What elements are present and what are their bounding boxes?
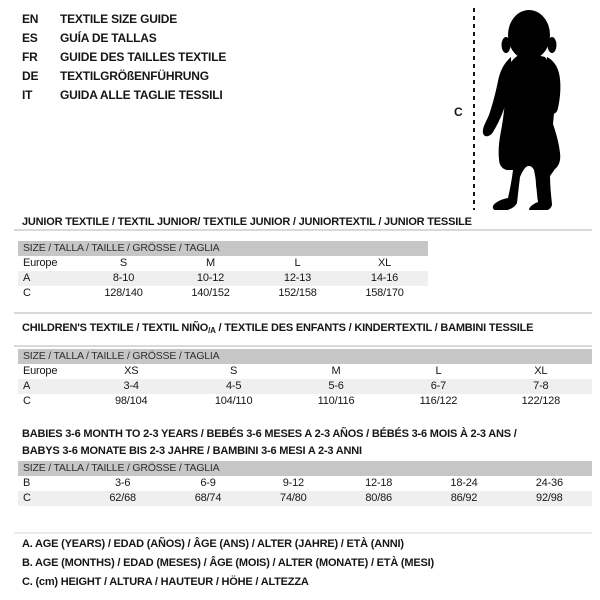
- table-cell: M: [206, 257, 215, 269]
- junior-size-table: [18, 241, 428, 301]
- divider-rule: [14, 345, 592, 347]
- language-row: [22, 48, 226, 67]
- children-table-title: [22, 320, 533, 339]
- table-cell: 158/170: [365, 287, 404, 299]
- language-row: [22, 10, 226, 29]
- table-cell: 104/110: [214, 395, 253, 407]
- row-label: C: [23, 395, 31, 407]
- row-label: A: [23, 380, 31, 392]
- divider-rule: [14, 532, 592, 534]
- table-body: [18, 476, 592, 506]
- table-cell: 24-36: [535, 477, 563, 489]
- table-cell: 18-24: [450, 477, 478, 489]
- language-title: GUIDA ALLE TAGLIE TESSILI: [60, 88, 223, 102]
- table-cell: 122/128: [521, 395, 561, 407]
- babies-title-line1: BABIES 3-6 MONTH TO 2-3 YEARS / BEBÉS 3-6 MESES A 2-3 AÑOS / BÉBÉS 3-6 MOIS À 2-3 ANS /: [22, 428, 517, 440]
- language-row: [22, 67, 226, 86]
- babies-title-line2: BABYS 3-6 MONATE BIS 2-3 JAHRE / BAMBINI 3-6 MESI A 2-3 ANNI: [22, 445, 362, 457]
- language-code: EN: [22, 12, 39, 26]
- table-cell: 3-6: [115, 477, 131, 489]
- table-cell: 6-9: [200, 477, 216, 489]
- table-cell: 110/116: [317, 395, 355, 407]
- table-cell: 3-4: [123, 380, 139, 392]
- table-cell: 140/152: [191, 287, 230, 299]
- table-cell: 92/98: [536, 492, 563, 504]
- footnote-a: A. AGE (YEARS) / EDAD (AÑOS) / ÂGE (ANS) / ALTER (JAHRE) / ETÀ (ANNI): [22, 538, 404, 550]
- row-label: C: [23, 492, 31, 504]
- table-body: [18, 364, 592, 409]
- table-body: [18, 256, 428, 301]
- table-cell: S: [230, 365, 238, 377]
- table-cell: 116/122: [419, 395, 458, 407]
- table-row: [18, 271, 428, 286]
- table-row: [18, 286, 428, 301]
- row-label: A: [23, 272, 31, 284]
- language-title: TEXTILGRÖßENFÜHRUNG: [60, 69, 209, 83]
- language-code: ES: [22, 31, 38, 45]
- table-cell: 80/86: [365, 492, 392, 504]
- table-cell: XL: [377, 257, 392, 269]
- table-cell: 12-13: [283, 272, 312, 284]
- size-header-bar: SIZE / TALLA / TAILLE / GRÖSSE / TAGLIA: [18, 241, 428, 256]
- babies-table-title: [22, 426, 517, 460]
- children-title-subscript: /A: [208, 326, 216, 335]
- table-row: [18, 256, 428, 271]
- table-cell: S: [119, 257, 128, 269]
- table-cell: 86/92: [450, 492, 478, 504]
- table-cell: 8-10: [112, 272, 135, 284]
- table-cell: 12-18: [365, 477, 393, 489]
- height-label: C: [454, 105, 463, 119]
- table-row: [18, 364, 592, 379]
- table-cell: 10-12: [196, 272, 225, 284]
- language-code: IT: [22, 88, 33, 102]
- table-cell: XS: [124, 365, 139, 377]
- table-cell: 98/104: [114, 395, 148, 407]
- table-cell: 6-7: [430, 380, 447, 392]
- row-label: C: [23, 287, 31, 299]
- language-title: GUÍA DE TALLAS: [60, 31, 157, 45]
- language-code: FR: [22, 50, 38, 64]
- children-size-table: [18, 349, 592, 409]
- table-cell: 14-16: [370, 272, 399, 284]
- size-header-bar: SIZE / TALLA / TAILLE / GRÖSSE / TAGLIA: [18, 461, 592, 476]
- row-label: Europe: [23, 365, 58, 377]
- toddler-silhouette: [479, 8, 579, 210]
- toddler-head: [508, 10, 550, 60]
- junior-table-title: JUNIOR TEXTILE / TEXTIL JUNIOR/ TEXTILE JUNIOR / JUNIORTEXTIL / JUNIOR TESSILE: [22, 216, 472, 228]
- children-title-text: CHILDREN'S TEXTILE / TEXTIL NIÑO: [22, 322, 209, 334]
- table-cell: 128/140: [104, 287, 143, 299]
- footnotes: [22, 535, 434, 592]
- table-row: [18, 394, 592, 409]
- table-cell: 74/80: [280, 492, 307, 504]
- language-title: GUIDE DES TAILLES TEXTILE: [60, 50, 227, 64]
- footnote-b: B. AGE (MONTHS) / EDAD (MESES) / ÂGE (MOIS) / ALTER (MONATE) / ETÀ (MESI): [22, 557, 434, 569]
- size-header-bar: SIZE / TALLA / TAILLE / GRÖSSE / TAGLIA: [18, 349, 592, 364]
- table-cell: 62/68: [109, 492, 136, 504]
- language-code: DE: [22, 69, 39, 83]
- table-cell: 4-5: [225, 380, 242, 392]
- language-row: [22, 29, 226, 48]
- table-cell: 5-6: [328, 380, 344, 392]
- toddler-left-ear: [502, 37, 511, 53]
- table-row: [18, 379, 592, 394]
- row-label: Europe: [23, 257, 58, 269]
- table-cell: XL: [534, 365, 548, 377]
- divider-rule: [14, 312, 592, 314]
- children-title-text: / TEXTILE DES ENFANTS / KINDERTEXTIL / BAMBINI TESSILE: [215, 322, 534, 334]
- row-label: B: [23, 477, 31, 489]
- language-title: TEXTILE SIZE GUIDE: [60, 12, 178, 26]
- table-cell: 68/74: [194, 492, 222, 504]
- language-list: [22, 10, 226, 105]
- toddler-right-ear: [548, 37, 557, 53]
- table-row: [18, 491, 592, 506]
- footnote-c: C. (cm) HEIGHT / ALTURA / HAUTEUR / HÖHE / ALTEZZA: [22, 576, 309, 588]
- table-cell: L: [294, 257, 301, 269]
- table-cell: 9-12: [282, 477, 304, 489]
- table-cell: L: [435, 365, 442, 377]
- table-row: [18, 476, 592, 491]
- table-cell: M: [331, 365, 341, 377]
- table-cell: 7-8: [533, 380, 549, 392]
- language-row: [22, 86, 226, 105]
- height-measure-dashed-line: [473, 8, 475, 210]
- babies-size-table: [18, 461, 592, 506]
- table-cell: 152/158: [278, 287, 317, 299]
